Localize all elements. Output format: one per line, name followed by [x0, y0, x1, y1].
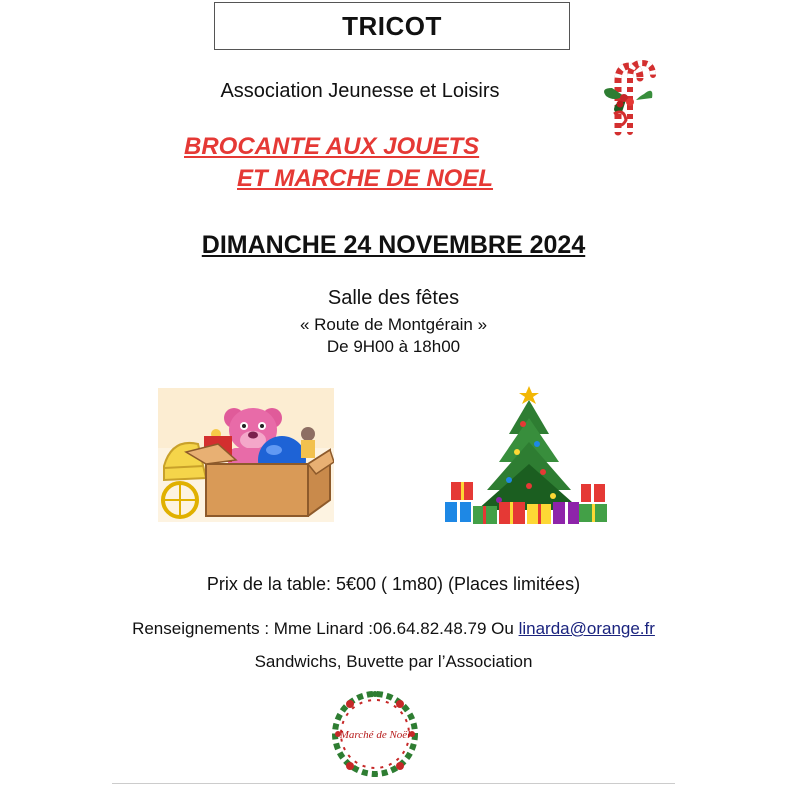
event-title-line1: BROCANTE AUX JOUETS	[184, 133, 480, 160]
contact-email-link[interactable]: linarda@orange.fr	[518, 619, 655, 638]
christmas-tree-illustration	[443, 384, 613, 530]
snacks-info: Sandwichs, Buvette par l’Association	[254, 652, 533, 671]
toy-box-illustration	[158, 388, 334, 522]
venue-road: « Route de Montgérain »	[299, 315, 488, 334]
candy-cane-icon	[596, 58, 660, 136]
logo-text: Marché de Noël	[339, 729, 411, 741]
contact-text: Renseignements : Mme Linard :06.64.82.48.79 Ou	[132, 619, 519, 638]
marche-de-noel-logo	[320, 684, 430, 784]
opening-hours: De 9H00 à 18h00	[326, 337, 461, 356]
contact-info	[0, 619, 787, 639]
title-box	[214, 2, 570, 50]
table-price: Prix de la table: 5€00 ( 1m80) (Places limitées)	[206, 574, 581, 594]
page-title: TRICOT	[342, 10, 442, 41]
venue-name: Salle des fêtes	[327, 287, 460, 309]
page-divider	[112, 783, 675, 784]
event-date: DIMANCHE 24 NOVEMBRE 2024	[201, 231, 586, 259]
event-title-line2: ET MARCHE DE NOEL	[237, 165, 494, 192]
association-name: Association Jeunesse et Loisirs	[220, 80, 500, 102]
